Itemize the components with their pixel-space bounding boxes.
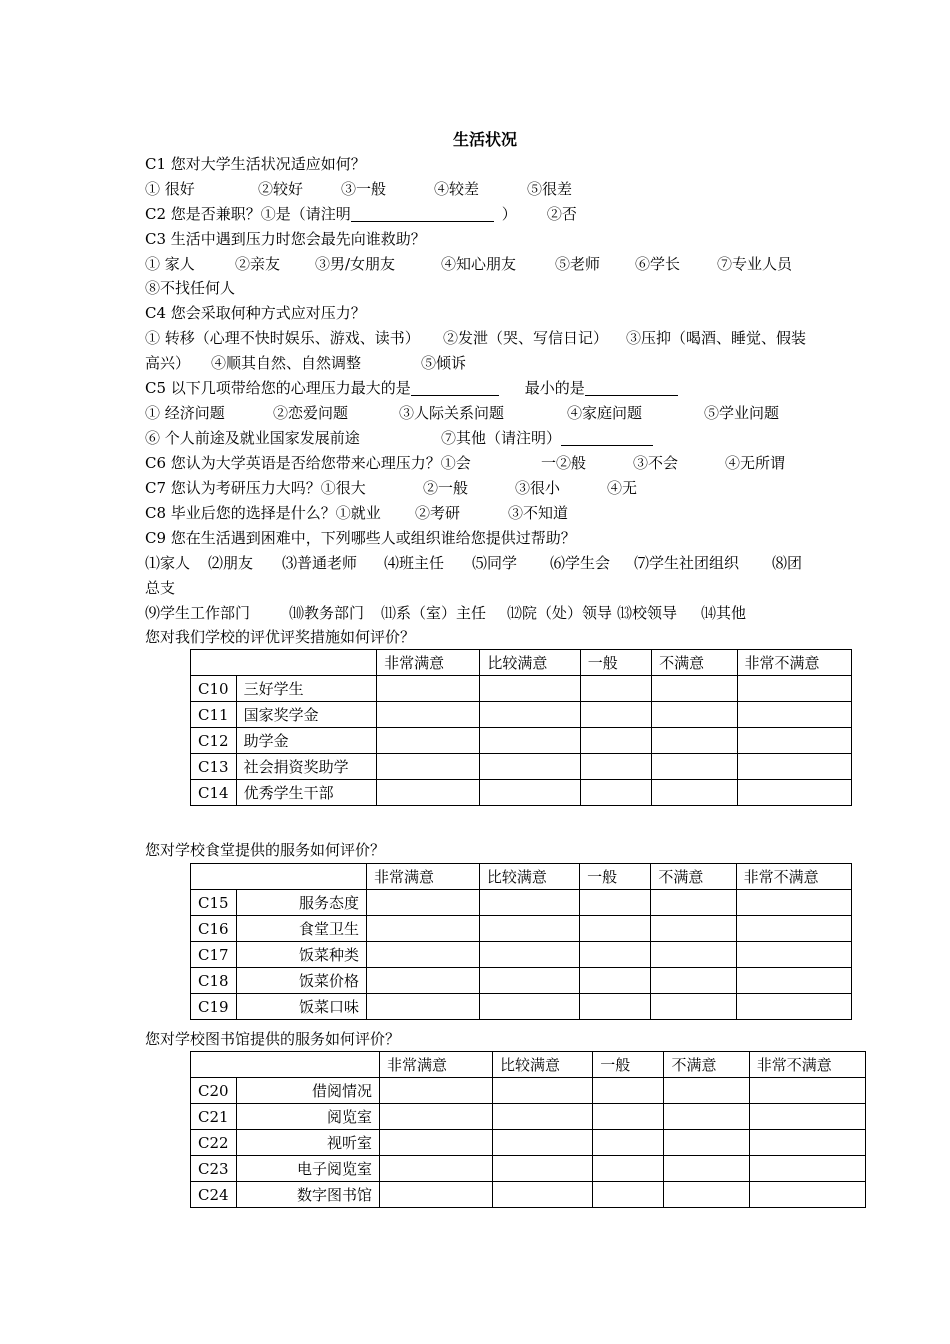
option: ⑻团 [772,554,803,572]
rating-cell[interactable] [479,942,579,968]
rating-cell[interactable] [479,890,579,916]
rating-cell[interactable] [580,968,651,994]
rating-cell[interactable] [664,1078,749,1104]
rating-cell[interactable] [366,890,479,916]
rating-cell[interactable] [479,968,579,994]
rating-cell[interactable] [480,780,580,806]
rating-cell[interactable] [492,1130,592,1156]
option: ⑷班主任 [384,554,445,572]
rating-cell[interactable] [593,1078,664,1104]
table-row [191,916,852,942]
rating-cell[interactable] [652,728,737,754]
rating-cell[interactable] [737,728,851,754]
rating-cell[interactable] [377,754,480,780]
rating-cell[interactable] [736,994,851,1020]
rating-cell[interactable] [480,676,580,702]
option: ④知心朋友 [441,255,517,273]
table-row [191,728,852,754]
rating-cell[interactable] [593,1130,664,1156]
row-code: C23 [191,1156,237,1182]
rating-cell[interactable] [736,890,851,916]
option: 一②般 [541,454,587,472]
column-header: 不满意 [652,650,737,676]
table-row [191,968,852,994]
rating-cell[interactable] [377,728,480,754]
option: ②否 [546,205,577,223]
row-item: 电子阅览室 [236,1156,379,1182]
option: ⑵朋友 [208,554,254,572]
option: ⑽教务部门 [289,604,365,622]
rating-cell[interactable] [377,702,480,728]
question-text: C5 以下几项带给您的心理压力最大的是 [145,379,411,397]
row-code: C20 [191,1078,237,1104]
option: ②考研 [415,504,461,522]
option: ③一般 [341,180,387,198]
rating-cell[interactable] [593,1182,664,1208]
column-header: 比较满意 [492,1052,592,1078]
rating-cell[interactable] [664,1104,749,1130]
option: ⑴家人 [145,554,191,572]
option: ④较差 [434,180,480,198]
option: ⑾系（室）主任 [381,604,487,622]
question-text: C8 毕业后您的选择是什么？①就业 [145,504,381,522]
fill-blank[interactable] [411,380,499,396]
row-code: C11 [191,702,237,728]
question-c2 [145,204,577,224]
row-code: C24 [191,1182,237,1208]
option: ②恋爱问题 [273,404,349,422]
option: ⑦其他（请注明） [441,429,562,447]
option: ④无所谓 [725,454,786,472]
rating-table-awards [190,649,852,806]
option: ① 经济问题 [145,404,225,422]
rating-cell[interactable] [651,890,736,916]
row-code: C18 [191,968,237,994]
rating-cell[interactable] [480,702,580,728]
row-item: 服务态度 [236,890,366,916]
table-row [191,1182,866,1208]
question-c7 [145,478,637,498]
option: ⑿院（处）领导 [507,604,613,622]
rating-cell[interactable] [593,1156,664,1182]
question-text: C2 您是否兼职？①是（请注明 [145,205,351,223]
options-c9-cont2 [145,603,746,623]
table-header-row [191,650,852,676]
option: ⒁其他 [701,604,747,622]
row-code: C19 [191,994,237,1020]
rating-cell[interactable] [664,1182,749,1208]
option: ⑶普通老师 [282,554,358,572]
options-c9-cont: 总支 [145,579,176,597]
fill-blank[interactable] [585,380,678,396]
rating-cell[interactable] [479,916,579,942]
table-corner-cell [191,864,367,890]
rating-cell[interactable] [664,1156,749,1182]
row-code: C21 [191,1104,237,1130]
rating-cell[interactable] [480,728,580,754]
column-header: 比较满意 [479,864,579,890]
column-header: 不满意 [664,1052,749,1078]
option: ⑸同学 [472,554,518,572]
rating-cell[interactable] [580,890,651,916]
question-c3: C3 生活中遇到压力时您会最先向谁救助？ [145,230,426,248]
table-row [191,780,852,806]
row-item: 饭菜种类 [236,942,366,968]
row-item: 食堂卫生 [236,916,366,942]
rating-cell[interactable] [580,728,651,754]
table-row [191,702,852,728]
option: ⑥学长 [635,255,681,273]
table-row [191,1130,866,1156]
question-c6 [145,453,785,473]
row-item: 饭菜价格 [236,968,366,994]
question-c1: C1 您对大学生活状况适应如何？ [145,155,366,173]
row-item: 阅览室 [236,1104,379,1130]
option: ① 转移（心理不快时娱乐、游戏、读书） [145,329,420,347]
row-item: 饭菜口味 [236,994,366,1020]
column-header: 一般 [593,1052,664,1078]
rating-cell[interactable] [580,780,651,806]
question-c5 [145,378,678,398]
table-row [191,1156,866,1182]
rating-cell[interactable] [651,942,736,968]
rating-cell[interactable] [651,994,736,1020]
row-code: C16 [191,916,237,942]
row-code: C10 [191,676,237,702]
rating-cell[interactable] [737,702,851,728]
rating-cell[interactable] [593,1104,664,1130]
rating-cell[interactable] [377,676,480,702]
rating-cell[interactable] [580,916,651,942]
option: ⑺学生社团组织 [634,554,740,572]
row-code: C17 [191,942,237,968]
rating-cell[interactable] [737,754,851,780]
rating-cell[interactable] [380,1182,493,1208]
option: ④顺其自然、自然调整 [211,354,362,372]
rating-cell[interactable] [652,702,737,728]
rating-cell[interactable] [736,916,851,942]
row-item: 优秀学生干部 [236,780,377,806]
rating-cell[interactable] [580,702,651,728]
rating-cell[interactable] [749,1078,865,1104]
rating-cell[interactable] [492,1182,592,1208]
row-item: 社会捐资奖助学 [236,754,377,780]
option: ① 家人 [145,255,195,273]
rating-cell[interactable] [736,968,851,994]
option: ②亲友 [235,255,281,273]
rating-table-library [190,1051,866,1208]
options-c3 [145,254,792,274]
fill-blank[interactable] [351,206,494,222]
rating-cell[interactable] [737,676,851,702]
row-item: 国家奖学金 [236,702,377,728]
rating-cell[interactable] [492,1078,592,1104]
row-item: 数字图书馆 [236,1182,379,1208]
options-c5-cont [145,428,653,448]
rating-table-canteen [190,863,852,1020]
rating-cell[interactable] [580,942,651,968]
column-header: 一般 [580,864,651,890]
rating-cell[interactable] [380,1104,493,1130]
rating-cell[interactable] [492,1156,592,1182]
option: ②较好 [258,180,304,198]
question-text: ） [501,205,517,223]
question-text: 最小的是 [524,379,585,397]
row-item: 助学金 [236,728,377,754]
option: ⒀校领导 [617,604,678,622]
option: ⑼学生工作部门 [145,604,251,622]
column-header: 不满意 [651,864,736,890]
row-item: 三好学生 [236,676,377,702]
option: ④无 [607,479,638,497]
row-item: 借阅情况 [236,1078,379,1104]
option: ②一般 [423,479,469,497]
column-header: 非常不满意 [749,1052,865,1078]
table-row [191,994,852,1020]
option: ③很小 [515,479,561,497]
rating-cell[interactable] [651,968,736,994]
option: ④家庭问题 [567,404,643,422]
row-code: C15 [191,890,237,916]
rating-cell[interactable] [580,994,651,1020]
rating-cell[interactable] [366,994,479,1020]
question-c4: C4 您会采取何种方式应对压力？ [145,304,366,322]
column-header: 非常不满意 [736,864,851,890]
table-row [191,1104,866,1130]
rating-cell[interactable] [737,780,851,806]
column-header: 非常满意 [380,1052,493,1078]
rating-cell[interactable] [480,754,580,780]
rating-cell[interactable] [652,676,737,702]
options-c9 [145,553,802,573]
column-header: 非常满意 [366,864,479,890]
option: ⑦专业人员 [717,255,793,273]
option: ③男/女朋友 [315,255,396,273]
options-c3-cont: ⑧不找任何人 [145,279,236,297]
options-c1 [145,179,572,199]
rating-cell[interactable] [479,994,579,1020]
option: ① 很好 [145,180,195,198]
question-c8 [145,503,568,523]
fill-blank[interactable] [561,430,653,446]
column-header: 非常不满意 [737,650,851,676]
rating-cell[interactable] [366,968,479,994]
column-header: 比较满意 [480,650,580,676]
option: ⑤倾诉 [421,354,467,372]
table-corner-cell [191,650,377,676]
row-code: C12 [191,728,237,754]
question-text: C6 您认为大学英语是否给您带来心理压力？①会 [145,454,471,472]
rating-cell[interactable] [580,754,651,780]
table-corner-cell [191,1052,380,1078]
option: ③人际关系问题 [399,404,505,422]
question-c9: C9 您在生活遇到困难中，下列哪些人或组织谁给您提供过帮助？ [145,529,576,547]
option: ③不知道 [508,504,569,522]
option: 高兴） [145,354,191,372]
rating-cell[interactable] [749,1130,865,1156]
row-code: C14 [191,780,237,806]
column-header: 一般 [580,650,651,676]
option: ⑥ 个人前途及就业国家发展前途 [145,429,360,447]
rating-cell[interactable] [380,1130,493,1156]
options-c5 [145,403,779,423]
row-code: C22 [191,1130,237,1156]
rating-cell[interactable] [749,1104,865,1130]
table-caption: 您对学校图书馆提供的服务如何评价？ [145,1030,401,1048]
table-header-row [191,1052,866,1078]
rating-cell[interactable] [652,754,737,780]
rating-cell[interactable] [736,942,851,968]
rating-cell[interactable] [580,676,651,702]
table-row [191,1078,866,1104]
question-text: C7 您认为考研压力大吗？①很大 [145,479,366,497]
rating-cell[interactable] [749,1156,865,1182]
table-caption: 您对我们学校的评优评奖措施如何评价？ [145,628,416,646]
row-item: 视听室 [236,1130,379,1156]
rating-cell[interactable] [651,916,736,942]
rating-cell[interactable] [652,780,737,806]
table-caption: 您对学校食堂提供的服务如何评价？ [145,841,386,859]
table-header-row [191,864,852,890]
option: ②发泄（哭、写信日记） [443,329,609,347]
row-code: C13 [191,754,237,780]
rating-cell[interactable] [664,1130,749,1156]
option: ⑤学业问题 [704,404,780,422]
option: ⑹学生会 [550,554,611,572]
table-row [191,890,852,916]
option: ③不会 [633,454,679,472]
rating-cell[interactable] [366,942,479,968]
option: ⑤老师 [555,255,601,273]
table-row [191,942,852,968]
option: ③压抑（喝酒、睡觉、假装 [626,329,807,347]
column-header: 非常满意 [377,650,480,676]
options-c4-cont [145,353,466,373]
rating-cell[interactable] [492,1104,592,1130]
option: ⑤很差 [527,180,573,198]
rating-cell[interactable] [366,916,479,942]
rating-cell[interactable] [377,780,480,806]
rating-cell[interactable] [749,1182,865,1208]
table-row [191,754,852,780]
table-row [191,676,852,702]
page-title: 生活状况 [452,130,517,149]
options-c4 [145,328,806,348]
rating-cell[interactable] [380,1156,493,1182]
rating-cell[interactable] [380,1078,493,1104]
